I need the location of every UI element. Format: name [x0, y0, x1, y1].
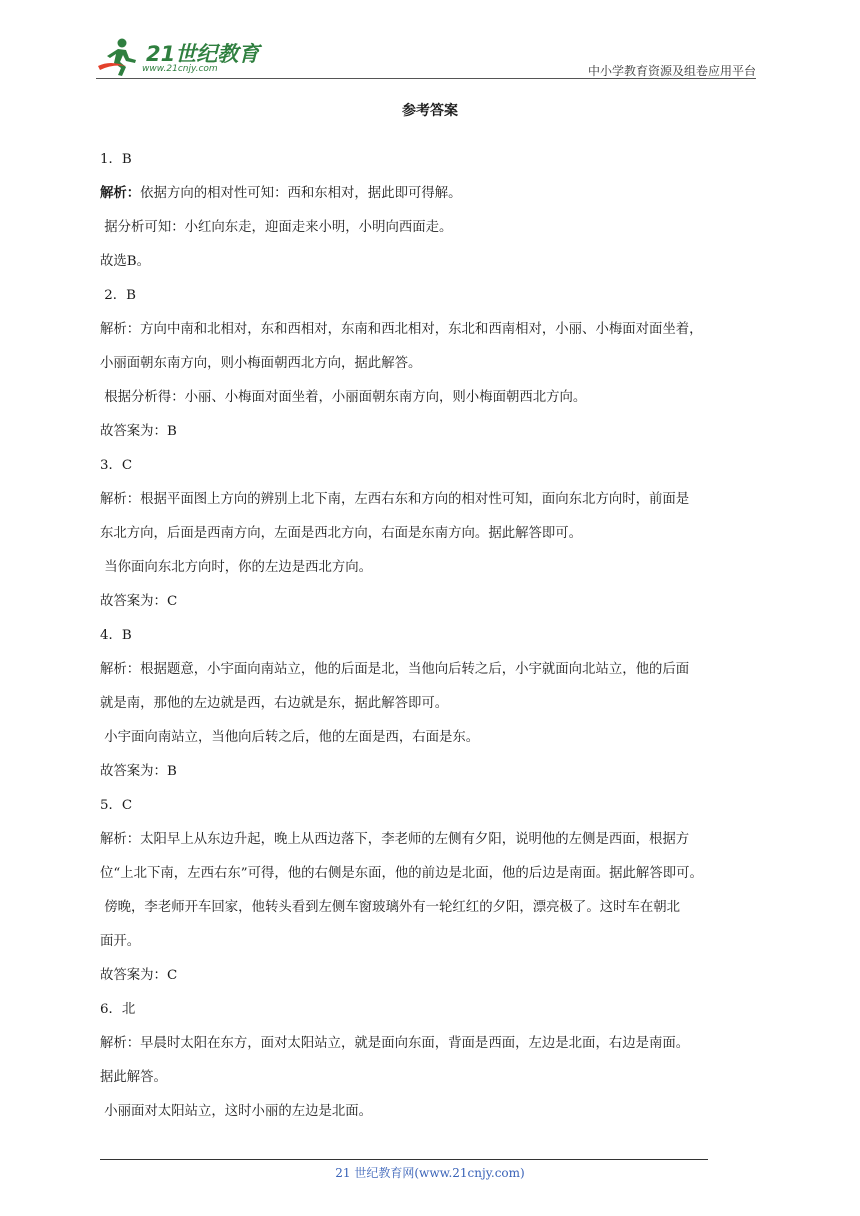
- page-title: 参考答案: [402, 103, 458, 119]
- line-text: 故答案为：B: [100, 764, 177, 779]
- analysis-label: 解析：: [100, 186, 141, 201]
- line-text: 位“上北下南，左西右东”可得，他的右侧是东面，他的前边是北面，他的后边是南面。据此解答即可。: [100, 866, 703, 881]
- text-line: [100, 557, 780, 591]
- text-line: [100, 761, 780, 795]
- header-tagline: 中小学教育资源及组卷应用平台: [587, 64, 756, 78]
- text-line: [100, 455, 780, 489]
- line-text: 就是南，那他的左边就是西，右边就是东，据此解答即可。: [100, 696, 449, 711]
- line-text: 根据分析得：小丽、小梅面对面坐着，小丽面朝东南方向，则小梅面朝西北方向。: [100, 390, 587, 405]
- logo: [96, 36, 266, 78]
- text-line: [100, 421, 780, 455]
- line-text: 据分析可知：小红向东走，迎面走来小明，小明向西面走。: [100, 220, 453, 235]
- line-text: 故答案为：C: [100, 594, 178, 609]
- text-line: [100, 251, 780, 285]
- text-line: [100, 319, 780, 353]
- text-line: [100, 999, 780, 1033]
- text-line: [100, 149, 780, 183]
- line-text: 依据方向的相对性可知：西和东相对，据此即可得解。: [140, 186, 462, 201]
- text-line: [100, 897, 780, 931]
- line-text: 故答案为：C: [100, 968, 178, 983]
- text-line: [100, 693, 780, 727]
- text-line: [100, 183, 780, 217]
- line-text: 面开。: [100, 934, 141, 949]
- line-text: 小丽面朝东南方向，则小梅面朝西北方向，据此解答。: [100, 356, 422, 371]
- text-line: [100, 965, 780, 999]
- line-text: 3．C: [100, 458, 133, 473]
- line-text: 傍晚，李老师开车回家，他转头看到左侧车窗玻璃外有一轮红红的夕阳，漂亮极了。这时车在朝北: [100, 900, 681, 915]
- line-text: 6．北: [100, 1002, 136, 1017]
- footer-divider: [100, 1159, 708, 1160]
- footer-source: 21 世纪教育网(www.21cnjy.com): [335, 1166, 525, 1180]
- line-text: 解析：根据题意，小宇面向南站立，他的后面是北，当他向后转之后，小宇就面向北站立，他的后面: [100, 662, 690, 677]
- text-line: [100, 1101, 780, 1135]
- line-text: 东北方向，后面是西南方向，左面是西北方向，右面是东南方向。据此解答即可。: [100, 526, 583, 541]
- line-text: 故选B。: [100, 254, 151, 269]
- text-line: [100, 387, 780, 421]
- text-line: [100, 489, 780, 523]
- logo-url: www.21cnjy.com: [142, 64, 218, 74]
- line-text: 4．B: [100, 628, 132, 643]
- text-line: [100, 659, 780, 693]
- line-text: 5．C: [100, 798, 133, 813]
- text-line: [100, 285, 780, 319]
- line-text: 1．B: [100, 152, 132, 167]
- text-line: [100, 523, 780, 557]
- logo-text: 21世纪教育: [146, 42, 260, 66]
- text-line: [100, 625, 780, 659]
- runner-logo-icon: [96, 36, 144, 78]
- text-line: [100, 1033, 780, 1067]
- text-line: [100, 1067, 780, 1101]
- line-text: 2．B: [100, 288, 137, 303]
- line-text: 小丽面对太阳站立，这时小丽的左边是北面。: [100, 1104, 373, 1119]
- text-line: [100, 795, 780, 829]
- header-divider: [96, 78, 756, 79]
- line-text: 解析：根据平面图上方向的辨别上北下南，左西右东和方向的相对性可知，面向东北方向时，前面是: [100, 492, 690, 507]
- line-text: 据此解答。: [100, 1070, 167, 1085]
- text-line: [100, 591, 780, 625]
- text-line: [100, 217, 780, 251]
- text-line: [100, 863, 780, 897]
- line-text: 故答案为：B: [100, 424, 177, 439]
- line-text: 小宇面向南站立，当他向后转之后，他的左面是西，右面是东。: [100, 730, 480, 745]
- line-text: 解析：方向中南和北相对，东和西相对，东南和西北相对，东北和西南相对，小丽、小梅面对面坐着，: [100, 322, 703, 337]
- line-text: 当你面向东北方向时，你的左边是西北方向。: [100, 560, 373, 575]
- text-line: [100, 353, 780, 387]
- page-header: [96, 36, 756, 80]
- line-text: 解析：太阳早上从东边升起，晚上从西边落下，李老师的左侧有夕阳，说明他的左侧是西面，根据方: [100, 832, 690, 847]
- line-text: 解析：早晨时太阳在东方，面对太阳站立，就是面向东面，背面是西面，左边是北面，右边是南面。: [100, 1036, 690, 1051]
- answer-body: [100, 149, 780, 1135]
- text-line: [100, 931, 780, 965]
- text-line: [100, 829, 780, 863]
- text-line: [100, 727, 780, 761]
